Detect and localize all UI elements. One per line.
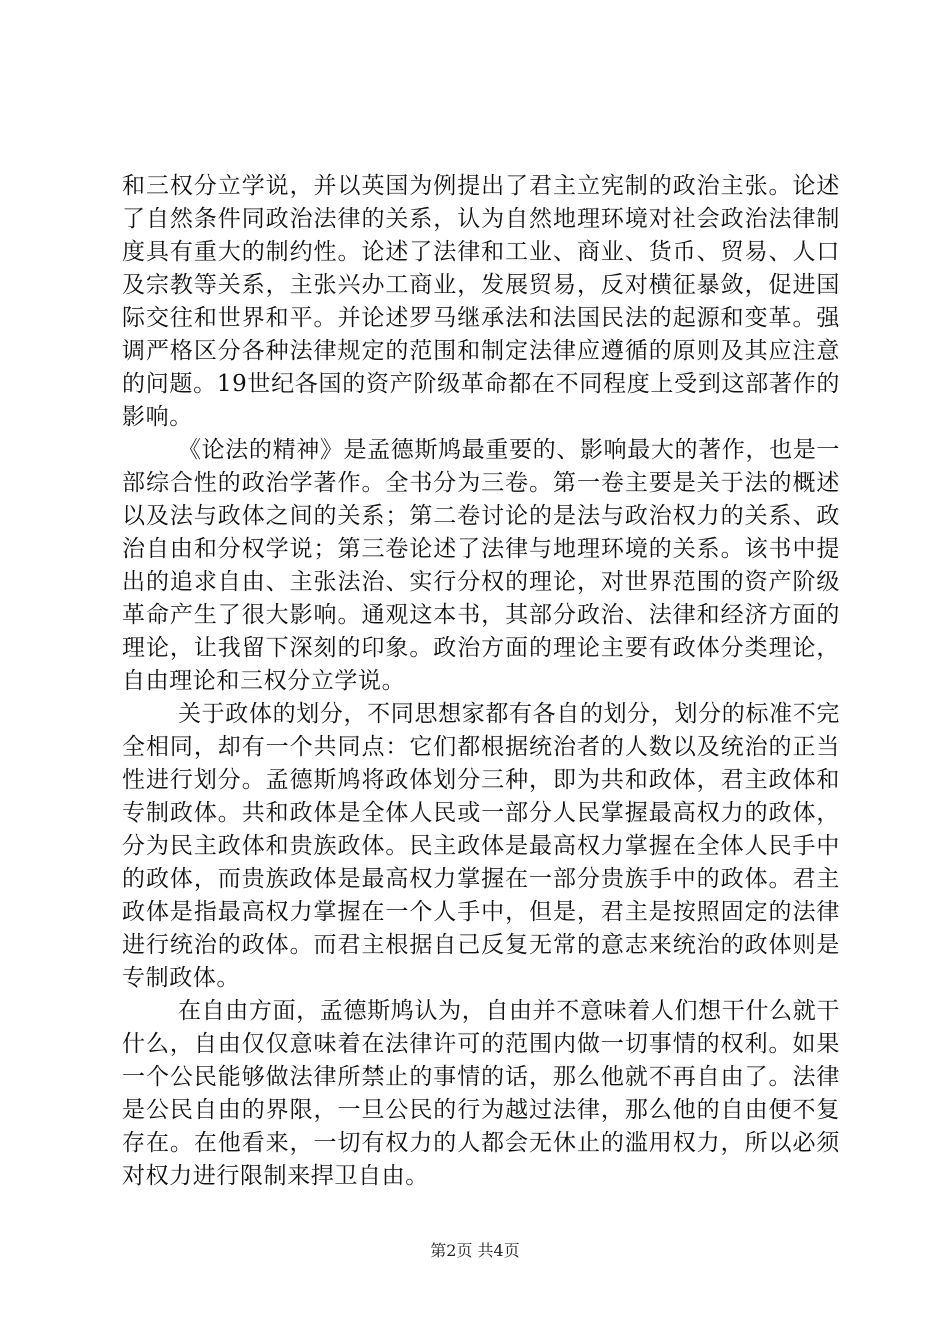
page-number-footer: 第2页 共4页 <box>430 1241 520 1260</box>
paragraph-forms-of-government: 关于政体的划分，不同思想家都有各自的划分，划分的标准不完全相同，却有一个共同点：它们都根据统治者的人数以及统治的正当性进行划分。孟德斯鸠将政体划分三种，即为共和政体，君主政体和专制政体。共和政体是全体人民或一部分人民掌握最高权力的政体，分为民主政体和贵族政体。民主政体是最高权力掌握在全体人民手中的政体，而贵族政体是最高权力掌握在一部分贵族手中的政体。君主政体是指最高权力掌握在一个人手中，但是，君主是按照固定的法律进行统治的政体。而君主根据自己反复无常的意志来统治的政体则是专制政体。 <box>122 701 840 991</box>
paragraph-spirit-of-laws: 《论法的精神》是孟德斯鸠最重要的、影响最大的著作，也是一部综合性的政治学著作。全书分为三卷。第一卷主要是关于法的概述以及法与政体之间的关系；第二卷讨论的是法与政治权力的关系、政治自由和分权学说；第三卷论述了法律与地理环境的关系。该书中提出的追求自由、主张法治、实行分权的理论，对世界范围的资产阶级革命产生了很大影响。通观这本书，其部分政治、法律和经济方面的理论，让我留下深刻的印象。政治方面的理论主要有政体分类理论，自由理论和三权分立学说。 <box>122 437 840 694</box>
document-body <box>122 170 840 1193</box>
paragraph-liberty: 在自由方面，孟德斯鸠认为，自由并不意味着人们想干什么就干什么，自由仅仅意味着在法律许可的范围内做一切事情的权利。如果一个公民能够做法律所禁止的事情的话，那么他就不再自由了。法律是公民自由的界限，一旦公民的行为越过法律，那么他的自由便不复存在。在他看来，一切有权力的人都会无休止的滥用权力，所以必须对权力进行限制来捍卫自由。 <box>122 998 840 1189</box>
paragraph-continuation: 和三权分立学说，并以英国为例提出了君主立宪制的政治主张。论述了自然条件同政治法律的关系，认为自然地理环境对社会政治法律制度具有重大的制约性。论述了法律和工业、商业、货币、贸易、人口及宗教等关系，主张兴办工商业，发展贸易，反对横征暴敛，促进国际交往和世界和平。并论述罗马继承法和法国民法的起源和变革。强调严格区分各种法律规定的范围和制定法律应遵循的原则及其应注意的问题。19世纪各国的资产阶级革命都在不同程度上受到这部著作的影响。 <box>122 173 840 430</box>
